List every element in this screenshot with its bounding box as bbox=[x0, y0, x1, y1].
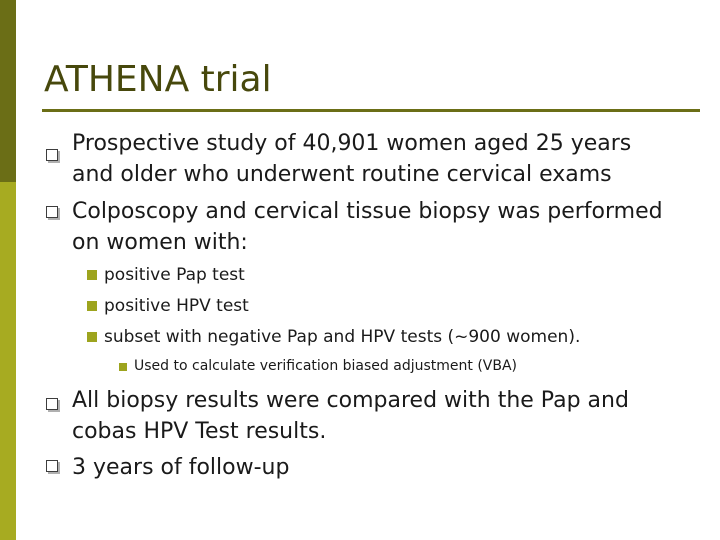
bullet-item-line: Prospective study of 40,901 women aged 25 years bbox=[72, 131, 632, 156]
sub-sub-bullet-item: Used to calculate verification biased adjustment (VBA) bbox=[134, 358, 518, 374]
filled-square-bullet-icon bbox=[87, 270, 97, 280]
filled-square-bullet-icon bbox=[119, 363, 127, 371]
filled-square-bullet-icon bbox=[87, 301, 97, 311]
bullet-item-line: and older who underwent routine cervical exams bbox=[72, 162, 612, 187]
hollow-square-bullet-icon bbox=[46, 460, 58, 472]
hollow-square-bullet-icon bbox=[46, 149, 58, 161]
title-divider bbox=[42, 109, 700, 112]
sidebar-accent-bottom bbox=[0, 182, 16, 540]
slide-title: ATHENA trial bbox=[44, 59, 272, 100]
sub-bullet-item: positive HPV test bbox=[104, 296, 249, 316]
filled-square-bullet-icon bbox=[87, 332, 97, 342]
bullet-item-line: All biopsy results were compared with the Pap and bbox=[72, 388, 629, 413]
bullet-item-line: 3 years of follow-up bbox=[72, 455, 290, 480]
bullet-item-line: cobas HPV Test results. bbox=[72, 419, 327, 444]
bullet-item-line: Colposcopy and cervical tissue biopsy was performed bbox=[72, 199, 663, 224]
bullet-item-line: on women with: bbox=[72, 230, 248, 255]
sub-bullet-item: positive Pap test bbox=[104, 265, 245, 285]
hollow-square-bullet-icon bbox=[46, 398, 58, 410]
sidebar-accent-top bbox=[0, 0, 16, 182]
hollow-square-bullet-icon bbox=[46, 206, 58, 218]
sub-bullet-item: subset with negative Pap and HPV tests (~900 women). bbox=[104, 327, 581, 347]
